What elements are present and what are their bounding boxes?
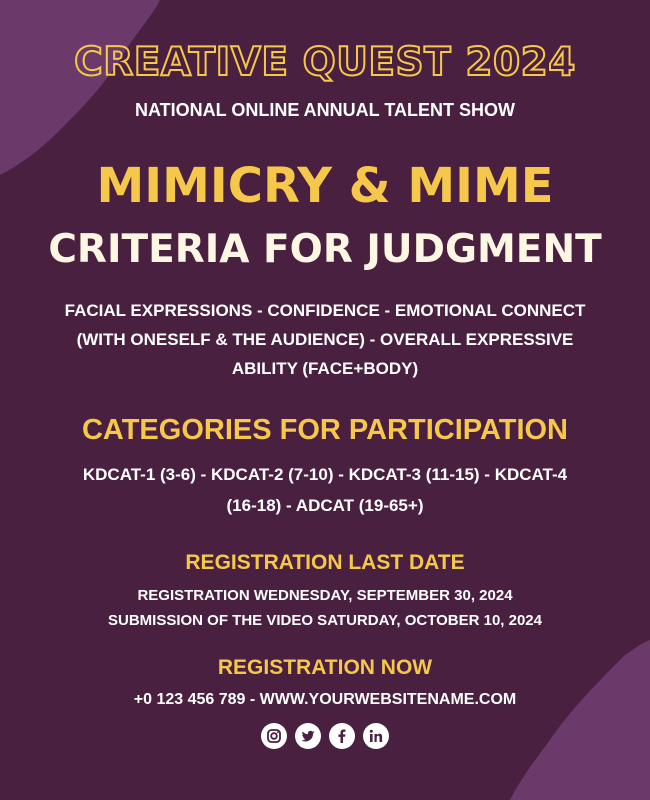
registration-now-heading: REGISTRATION NOW — [217, 656, 433, 679]
criteria-text: FACIAL EXPRESSIONS - CONFIDENCE - EMOTIONAL CONNECT (WITH ONESELF & THE AUDIENCE) - OVERALL EXPRESSIVE ABILITY (FACE+BODY) — [64, 301, 586, 378]
facebook-icon[interactable] — [329, 723, 355, 749]
event-series-title: CREATIVE QUEST 2024 — [74, 40, 576, 85]
competition-name: MIMICRY & MIME — [96, 158, 554, 214]
categories-heading: CATEGORIES FOR PARTICIPATION — [81, 414, 569, 446]
contact-info[interactable]: +0 123 456 789 - WWW.YOURWEBSITENAME.COM — [133, 691, 517, 708]
event-subtitle: NATIONAL ONLINE ANNUAL TALENT SHOW — [135, 100, 515, 120]
criteria-heading: CRITERIA FOR JUDGMENT — [48, 227, 602, 272]
submission-deadline: SUBMISSION OF THE VIDEO SATURDAY, OCTOBER 10, 2024 — [108, 612, 542, 629]
registration-date-heading: REGISTRATION LAST DATE — [185, 551, 465, 574]
registration-deadline: REGISTRATION WEDNESDAY, SEPTEMBER 30, 2024 — [137, 587, 513, 604]
categories-text: KDCAT-1 (3-6) - KDCAT-2 (7-10) - KDCAT-3 (11-15) - KDCAT-4 (16-18) - ADCAT (19-65+) — [82, 465, 568, 515]
instagram-icon[interactable] — [261, 723, 287, 749]
twitter-icon[interactable] — [295, 723, 321, 749]
linkedin-icon[interactable] — [363, 723, 389, 749]
social-icons — [0, 723, 650, 749]
